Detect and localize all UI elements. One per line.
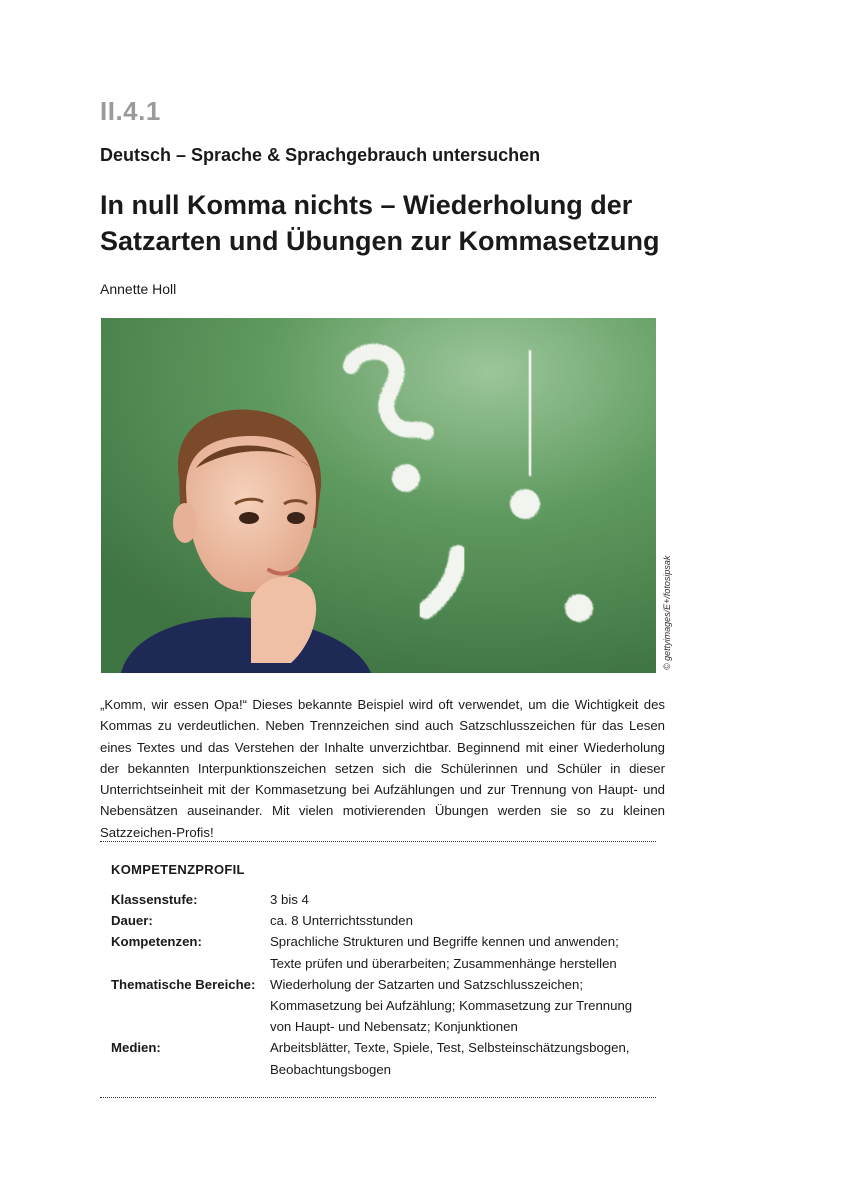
subject-heading: Deutsch – Sprache & Sprachgebrauch untersuchen xyxy=(100,145,541,165)
profile-row-topics xyxy=(111,974,651,1038)
profile-label: Dauer: xyxy=(111,913,153,929)
girl-ear xyxy=(173,503,197,543)
author-name: Annette Holl xyxy=(100,281,177,297)
chalk-exclamation-mark xyxy=(529,360,531,466)
profile-row-competences xyxy=(111,931,651,973)
profile-row-duration xyxy=(111,910,651,931)
competence-profile-table xyxy=(111,889,651,1080)
girl-left-eye xyxy=(239,512,259,524)
dotted-divider-top xyxy=(100,841,656,842)
chalkboard-illustration xyxy=(101,318,656,673)
profile-label: Medien: xyxy=(111,1040,161,1056)
profile-row-media xyxy=(111,1037,651,1079)
image-credit: © gettyimages/E+/fotosipsak xyxy=(662,555,672,670)
profile-value: Wiederholung der Satzarten und Satzschlusszeichen; Kommasetzung bei Aufzählung; Kommasetzung zur Trennung von Haupt- und Nebensatz; Konjunktionen xyxy=(270,976,633,1035)
profile-value: Sprachliche Strukturen und Begriffe kennen und anwenden; Texte prüfen und überarbeiten; Zusammenhänge herstellen xyxy=(270,934,619,971)
dotted-divider-bottom xyxy=(100,1097,656,1098)
page-title xyxy=(100,187,700,259)
chalk-question-dot xyxy=(392,464,420,492)
profile-label: Kompetenzen: xyxy=(111,934,202,950)
profile-label: Thematische Bereiche: xyxy=(111,976,256,992)
title-line-1: In null Komma nichts – Wiederholung der xyxy=(100,190,633,220)
section-number: II.4.1 xyxy=(100,96,161,126)
girl-right-eye xyxy=(287,512,305,524)
profile-label: Klassenstufe: xyxy=(111,892,198,907)
profile-value: Arbeitsblätter, Texte, Spiele, Test, Selbsteinschätzungsbogen, Beobachtungsbogen xyxy=(270,1040,630,1077)
profile-row-grade xyxy=(111,889,651,910)
hero-photo xyxy=(101,318,656,673)
profile-value: ca. 8 Unterrichtsstunden xyxy=(270,913,413,929)
chalk-period xyxy=(565,594,593,622)
title-line-2: Satzarten und Übungen zur Kommasetzung xyxy=(100,226,660,256)
competence-profile-heading: KOMPETENZPROFIL xyxy=(111,862,245,877)
profile-value: 3 bis 4 xyxy=(270,892,309,907)
intro-paragraph: „Komm, wir essen Opa!“ Dieses bekannte Beispiel wird oft verwendet, um die Wichtigkeit des Kommas zu verdeutlichen. Neben Trennzeichen sind auch Satzschlusszeichen für das Lesen eines Textes und das Verstehen der Inhalte unverzichtbar. Beginnend mit einer Wiederholung der bekannten Interpunktionszeichen setzen sich die Schülerinnen und Schüler in dieser Unterrichtseinheit mit der Kommasetzung bei Aufzählungen und zur Trennung von Haupt- und Nebensätzen auseinander. Mit vielen motivierenden Übungen werden sie so zu kleinen Satzzeichen-Profis! xyxy=(100,697,665,840)
chalk-exclamation-dot xyxy=(510,489,540,519)
